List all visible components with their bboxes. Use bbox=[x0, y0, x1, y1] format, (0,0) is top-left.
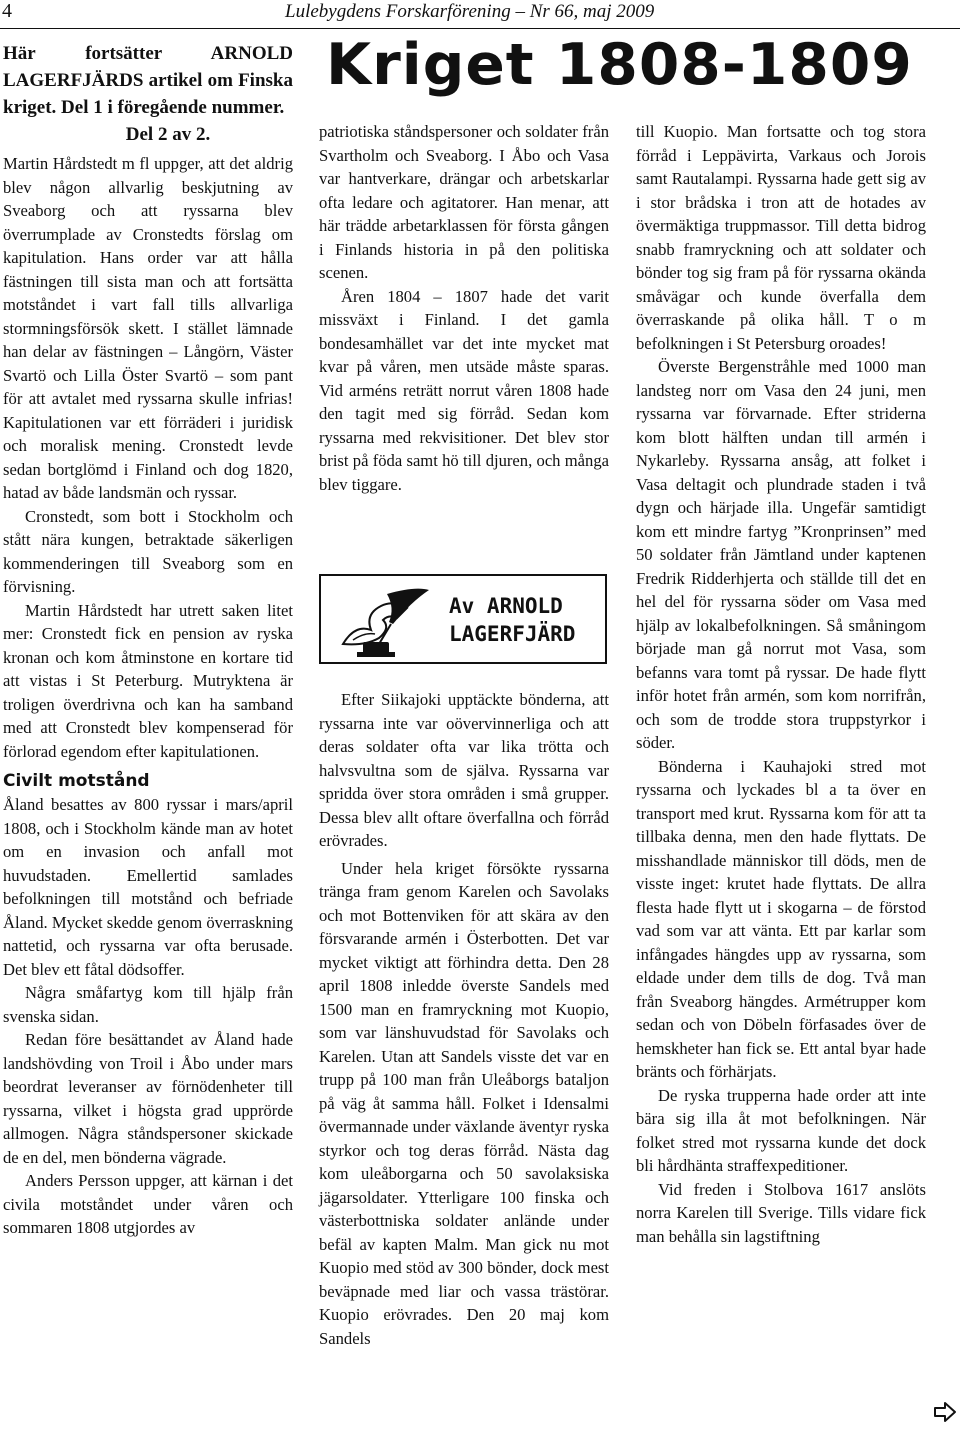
paragraph: Överste Bergenstråhle med 1000 man landsteg norr om Vasa den 24 juni, men ryssarna var förvarnade. Efter striderna kom blott hälften undan till armén i Nykarleby. Ryssarna ansåg, att folket i Vasa deltagit och plundrade staden i två dygn och härjade illa. Ungefär samtidigt kom ett mindre fartyg ”Kronprinsen” med 50 soldater från Jämtland under kaptenen Fredrik Ridderhjerta och ställde till det en hel del för ryssarna söder om Vasa med hjälp av lokalbefolkningen. Så småningom började man gå norrut mot Vasa, som befanns vara tomt på ryssar. De hade flytt inför hotet från armén, som kom norrifrån, och som de trodde stora truppstyrkor i söder. bbox=[636, 357, 926, 752]
paragraph: Efter Siikajoki upptäckte bönderna, att ryssarna inte var oövervinnerliga och att deras soldater ofta var lika trötta och halvsvultna som de själva. Ryssarna var spridda över stora områden i små grupper. Dessa blev allt oftare överfallna och förråd erövrades. bbox=[319, 690, 609, 850]
paragraph: Bönderna i Kauhajoki stred mot ryssarna och lyckades bl a ta över en transport med krut. Ryssarna kom för att ta tillbaka denna, men den hade flyttats. De misshandlade människor till döds, men de visste inget: krutet hade flyttats. De allra flesta hade flytt ut i skogarna – de förstod vad som var att vänta. Ett par karlar som infångades hängdes upp av ryssarna, som eldade under dem tills de dog. Två man från Sveaborg hängdes. Armétrupper kom sedan och von Döbeln förfasades över de hemskheter han fick se. Ett antal byar hade bränts och förhärjats. bbox=[636, 756, 926, 1081]
page-header bbox=[0, 0, 960, 28]
paragraph: Cronstedt, som bott i Stockholm och stått nära kungen, betraktade säkerligen kommenderingen till Sveaborg som en förvisning. bbox=[3, 506, 293, 596]
byline-box bbox=[319, 574, 607, 664]
header-rule bbox=[0, 28, 960, 29]
paragraph: Under hela kriget försökte ryssarna tränga fram genom Karelen och Savolaks och mot Bottenviken för att skära av den försvarande armén i Österbotten. Det var mycket viktigt att förhindra detta. Den 28 april 1808 inledde överste Sandels med 1500 man en framryckning mot Kuopio, som var länshuvudstad för Savolaks och Karelen. Utan att Sandels visste det var en trupp på 100 man från Uleåborgs bataljon på väg åt samma håll. Folket i Idensalmi övermannade under växlande äventyr ryska styrkor och tog deras förråd. Nästa dag kom uleåborgarna och 50 savolaksiska jägarsoldater. Ytterligare 100 finska och västerbottniska soldater anlände under befäl av kapten Malm. Man gick nu mot Kuopio med stöd av 300 bönder, dock mest beväpnade med liar och vassa trästörar. Kuopio erövrades. Den 20 maj kom Sandels bbox=[319, 858, 609, 1348]
intro-part: Del 2 av 2. bbox=[125, 124, 211, 145]
paragraph: Martin Hårdstedt m fl uppger, att det aldrig blev någon allvarlig beskjutning av Sveaborg och att ryssarna blev överrumplade av Cronstedts förslag om kapitulation. Hans order var att hålla fästningen till sista man och att fortsätta motståndet i vart fall tills allvarliga stormningsförsök skett. I stället lämnade han delar av fästningen – Långörn, Väster Svartö och Lilla Öster Svartö – som pant för att avtalet med ryssarna skulle infrias! Kapitulationen var ett förräderi i juridisk och moralisk mening. Cronstedt levde sedan bortglömd i Finland och dog 1820, hatad av både landsmän och ryssar. bbox=[3, 154, 293, 502]
article-title: Kriget 1808-1809 bbox=[326, 32, 913, 98]
arrow-right-icon bbox=[933, 1400, 957, 1424]
paragraph: De ryska trupperna hade order att inte bära sig illa åt mot befolkningen. När folket stred mot ryssarna kunde det dock bli hårdhänta straffexpeditioner. bbox=[636, 1085, 926, 1175]
paragraph: Martin Hårdstedt har utrett saken litet mer: Cronstedt fick en pension av ryska kronan och kom åtminstone en kortare tid att vistas i St Peterburg. Mutryktena är troligen överdrivna och kan ha samband med att Cronstedt blev kompenserad för förlorad egendom efter kapitulationen. bbox=[3, 600, 293, 761]
paragraph: patriotiska ståndspersoner och soldater från Svartholm och Sveaborg. I Åbo och Vasa var hantverkare, drängar och arbetskarlar ofta ledare och agitatorer. Han menar, att här trädde arbetarklassen för första gången i Finlands historia in på den politiska scenen. bbox=[319, 122, 609, 282]
publication-title: Lulebygdens Forskarförening – Nr 66, maj 2009 bbox=[285, 1, 655, 22]
column-2-lower bbox=[319, 688, 609, 1350]
column-1 bbox=[3, 40, 293, 1240]
paragraph: till Kuopio. Man fortsatte och tog stora förråd i Leppävirta, Varkaus och Jorois samt Rautalampi. Ryssarna hade gett sig av i stor brådska i tron att de hotades av övermäktiga truppmassor. Till detta bidrog snabb framryckning och att soldater och bönder tog sig fram på för ryssarna okända småvägar och kunde överfalla dem överraskande på olika håll. T o m befolkningen i St Petersburg oroades! bbox=[636, 122, 926, 353]
quill-and-scroll-icon bbox=[335, 584, 433, 660]
subheading: Civilt motstånd bbox=[3, 771, 150, 791]
paragraph: Redan före besättandet av Åland hade landshövding von Troil i Åbo under mars beordrat leveranser av förnödenheter till ryssarna, vilket i högsta grad upprörde allmogen. Några ståndspersoner skickade de en del, men bönderna vägrade. bbox=[3, 1030, 293, 1167]
byline-line: Av ARNOLD bbox=[449, 594, 563, 618]
byline bbox=[449, 592, 575, 648]
page-number: 4 bbox=[2, 0, 12, 22]
column-3 bbox=[636, 120, 926, 1248]
paragraph: Anders Persson uppger, att kärnan i det civila motståndet under våren och sommaren 1808 utgjordes av bbox=[3, 1171, 293, 1237]
intro-text: Här fortsätter ARNOLD LAGERFJÄRDS artikel om Finska kriget. Del 1 i föregående nummer. bbox=[3, 43, 293, 118]
paragraph: Åren 1804 – 1807 hade det varit missväxt i Finland. I det gamla bondesamhället var det inte mycket mat kvar på våren, men utsäde måste sparas. Vid arméns reträtt norrut våren 1808 hade den tagit med sig förråd. Sedan kom ryssarna med rekvisitioner. Det blev stor brist på föda samt hö till djuren, och många blev tiggare. bbox=[319, 286, 609, 494]
paragraph: Några småfartyg kom till hjälp från svenska sidan. bbox=[3, 983, 293, 1026]
byline-author: LAGERFJÄRD bbox=[449, 622, 576, 646]
column-2 bbox=[319, 120, 609, 496]
paragraph: Vid freden i Stolbova 1617 anslöts norra Karelen till Sverige. Tills vidare fick man behålla sin lagstiftning bbox=[636, 1179, 926, 1246]
paragraph: Åland besattes av 800 ryssar i mars/april 1808, och i Stockholm kände man av hotet om en invasion och anfall mot huvudstaden. Emellertid samlades befolkningen till motstånd och befriade Åland. Mycket skedde genom överraskning nattetid, och ryssarna var ofta berusade. Det blev ett fåtal dödsoffer. bbox=[3, 795, 293, 979]
